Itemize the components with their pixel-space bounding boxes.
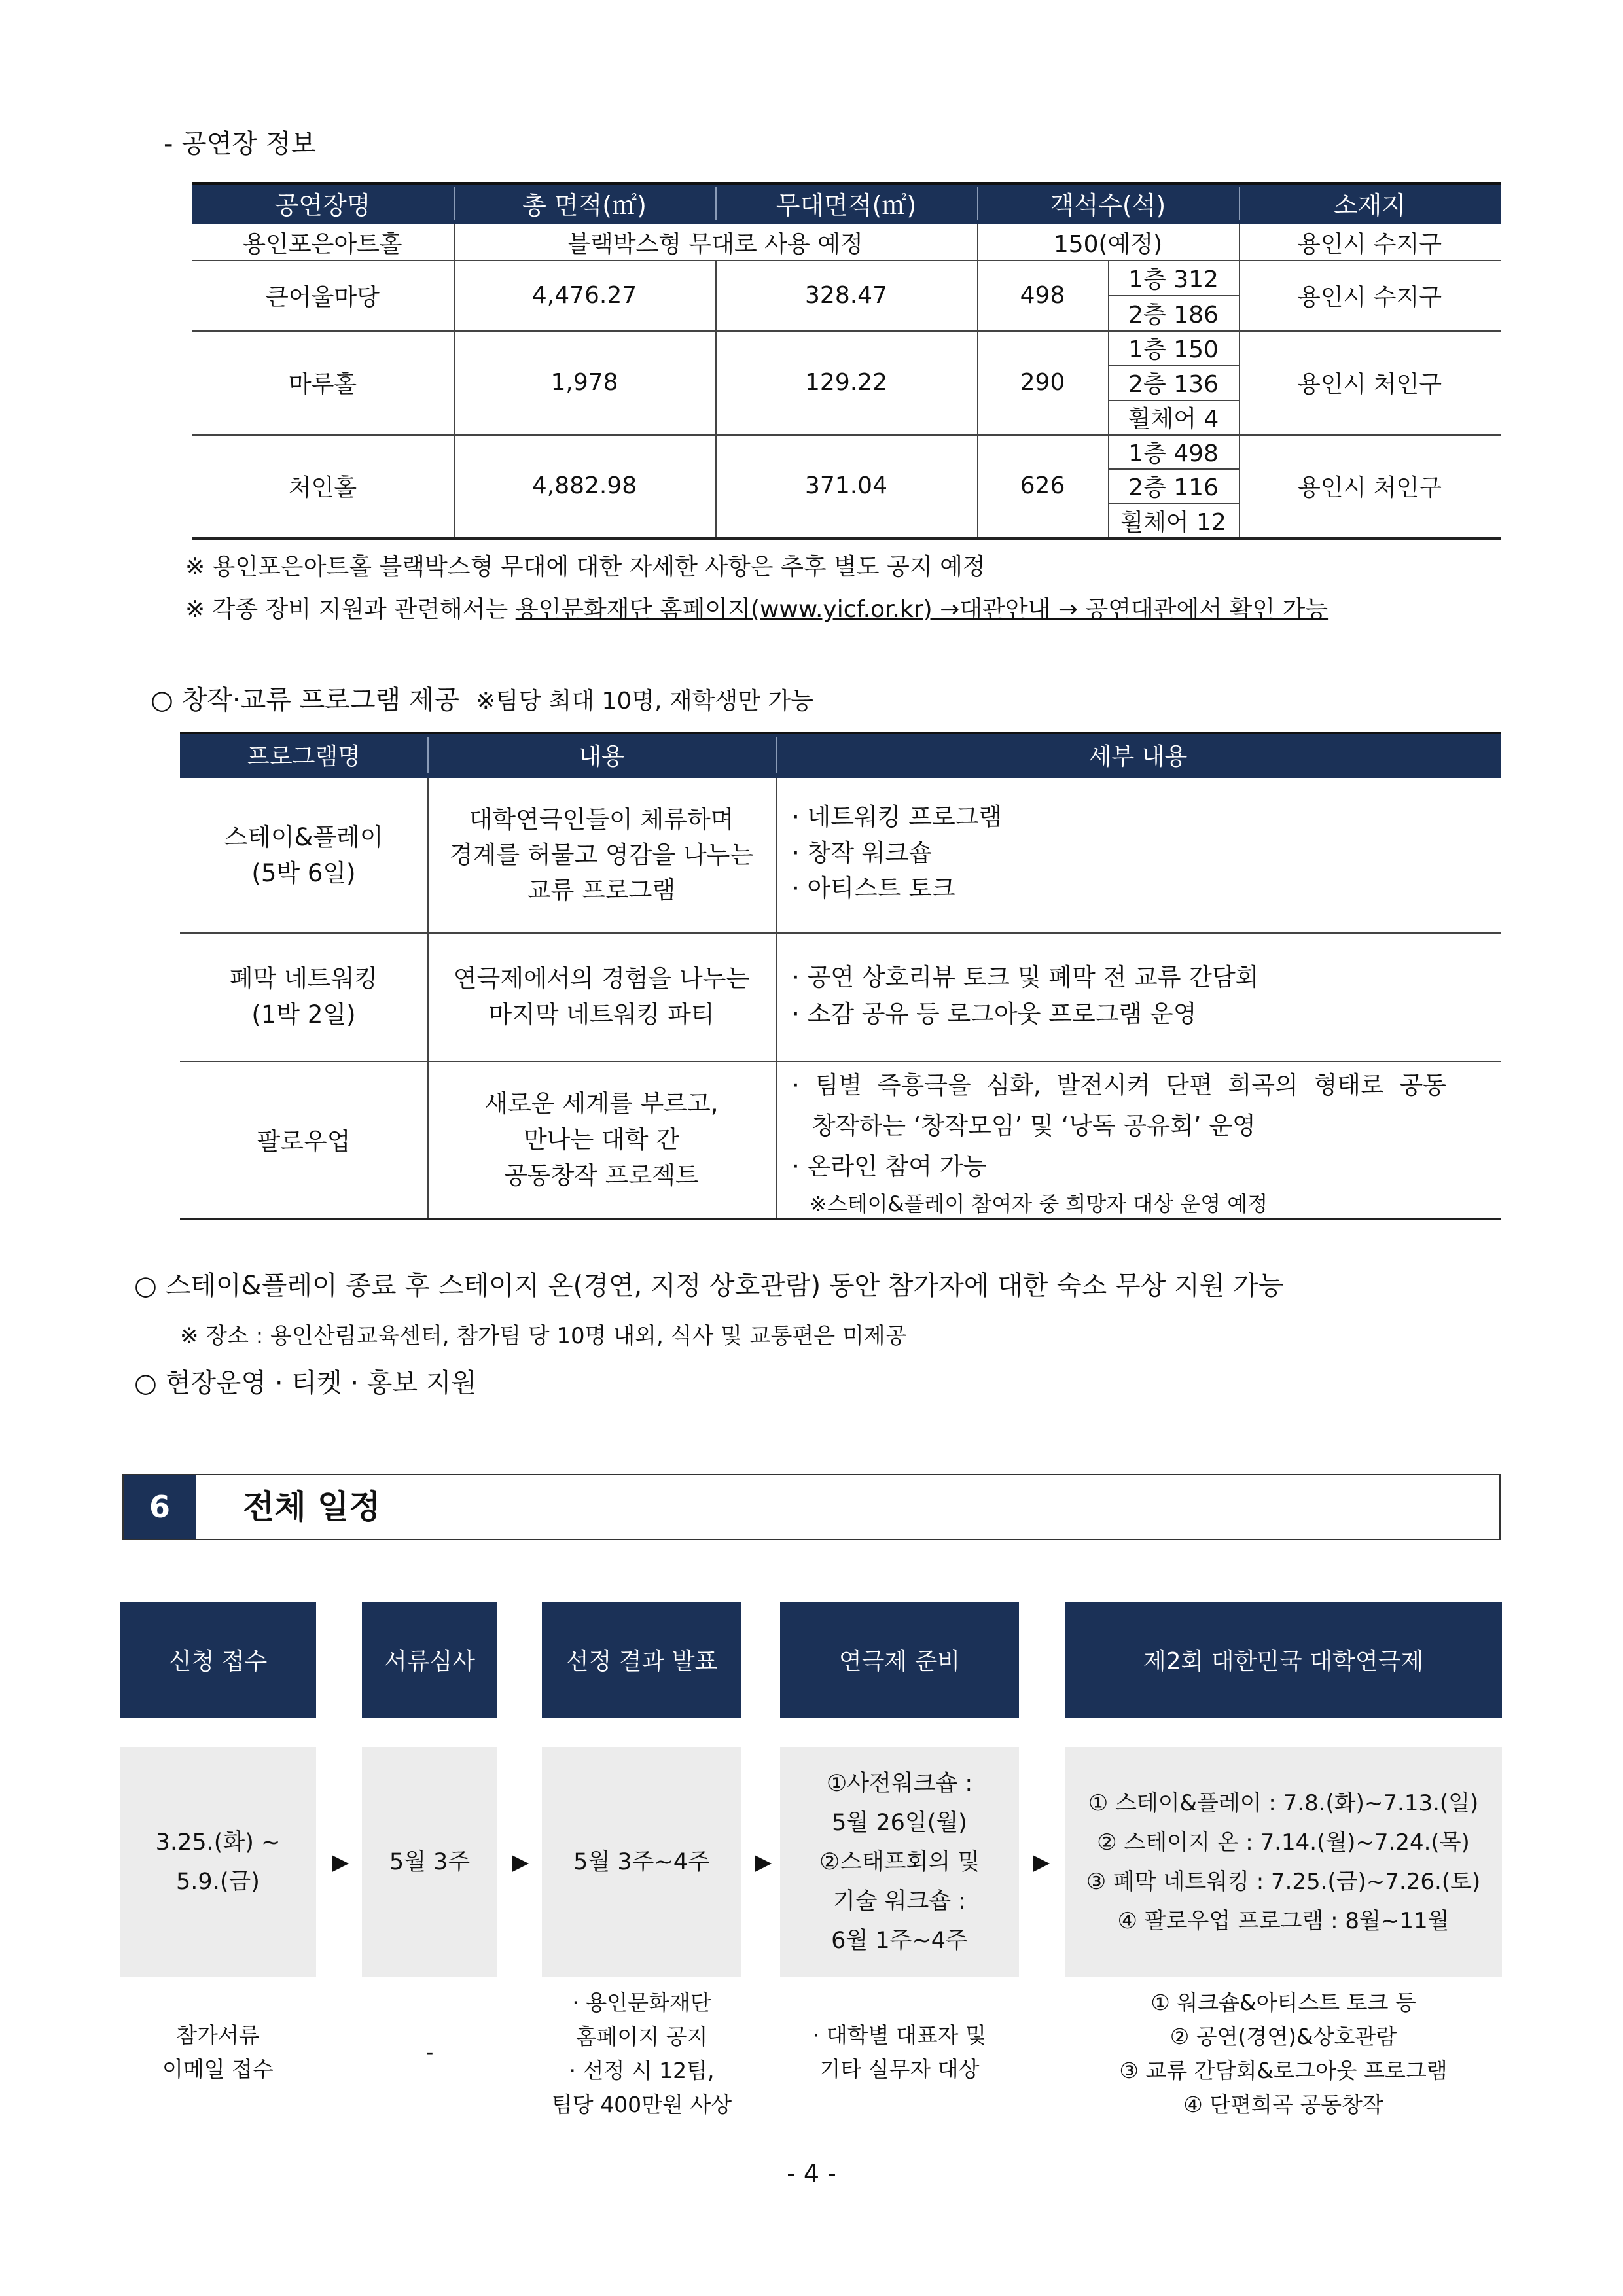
schedule-section-number: 6 [124,1475,196,1539]
venue-row-location: 용인시 처인구 [1297,371,1442,398]
venue-row-floor: 2층 116 [1128,474,1219,501]
program-row-content-line: 새로운 세계를 부르고, [484,1089,719,1118]
schedule-step-note [1065,1986,1502,2122]
program-row-detail: · 아티스트 토크 [792,874,955,902]
program-row-content-line: 경계를 허물고 영감을 나누는 [449,841,754,869]
lodging-support: ○ 스테이&플레이 종료 후 스테이지 온(경연, 지정 상호관람) 동안 참가자에 대한 숙소 무상 지원 가능 [134,1271,1284,1301]
venue-header-total-area: 총 면적(㎡) [522,191,647,220]
schedule-step-body-line: 5월 26일(월) [832,1810,967,1836]
schedule-step-note [362,2035,497,2069]
program-row-detail: 창작하는 ‘창작모임’ 및 ‘낭독 공유회’ 운영 [812,1112,1256,1140]
venue-row-total-area: 4,882.98 [531,472,637,499]
venue-note-blackbox: ※ 용인포은아트홀 블랙박스형 무대에 대한 자세한 사항은 추후 별도 공지 예정 [185,554,986,580]
schedule-arrow-icon: ▶ [1033,1849,1050,1875]
venue-row-name: 처인홀 [288,474,357,501]
schedule-step-body-line: 6월 1주~4주 [831,1928,968,1954]
schedule-step-body-line: ② 스테이지 온 : 7.14.(월)~7.24.(목) [1097,1829,1470,1856]
schedule-step-body-line: ①사전워크숍 : [826,1771,973,1797]
schedule-step-body-line: 5월 3주~4주 [573,1849,710,1875]
schedule-step-body-line: ① 스테이&플레이 : 7.8.(화)~7.13.(일) [1088,1790,1479,1816]
venue-row-stage-area: 328.47 [805,281,887,309]
page-number: - 4 - [787,2159,836,2188]
schedule-step-note-line: 팀당 400만원 사상 [551,2092,732,2117]
program-row-name-line: 폐막 네트워킹 [229,964,378,993]
program-row-content-line: 만나는 대학 간 [524,1125,679,1154]
schedule-step-note-line: 홈페이지 공지 [575,2024,708,2049]
onsite-support: ○ 현장운영 · 티켓 · 홍보 지원 [134,1368,477,1398]
venue-row-floor: 1층 150 [1128,336,1219,363]
schedule-step-note [542,1986,741,2122]
program-row-content [427,778,776,932]
schedule-step-body-line: ③ 폐막 네트워킹 : 7.25.(금)~7.26.(토) [1086,1869,1481,1895]
schedule-step-head: 신청 접수 [120,1602,316,1718]
schedule-step-body-line: ④ 팔로우업 프로그램 : 8월~11월 [1117,1908,1450,1934]
program-row-detail: · 네트워킹 프로그램 [792,803,1003,831]
program-row-name: 팔로우업 [257,1127,351,1156]
schedule-step-note-line: 이메일 접수 [162,2057,274,2082]
venue-row-floor: 휠체어 12 [1120,508,1226,536]
schedule-step-note-line: · 선정 시 12팀, [569,2058,715,2083]
schedule-step-head: 선정 결과 발표 [542,1602,741,1718]
schedule-arrow-icon: ▶ [332,1849,349,1875]
venue-row-stage-area: 129.22 [805,369,887,396]
program-row-content-line: 공동창작 프로젝트 [504,1161,699,1190]
venue-row-location: 용인시 처인구 [1297,474,1442,501]
program-header-content: 내용 [579,743,624,770]
schedule-section-header [122,1474,1501,1540]
program-row-name [180,778,427,932]
venue-yicf-location: 용인시 수지구 [1297,230,1442,258]
venue-row-name: 마루홀 [288,371,357,398]
program-row-detail: · 온라인 참여 가능 [792,1152,987,1180]
schedule-step-head: 연극제 준비 [780,1602,1019,1718]
program-section-title-line [151,679,813,716]
program-row-content-line: 교류 프로그램 [527,876,676,904]
schedule-step-body [1065,1747,1502,1977]
schedule-step-note-line: · 대학별 대표자 및 [812,2022,987,2048]
venue-note-equipment-prefix: ※ 각종 장비 지원과 관련해서는 [185,596,516,623]
yicf-website-link[interactable]: 용인문화재단 홈페이지(www.yicf.or.kr) →대관안내 → 공연대관에서 확인 가능 [515,596,1329,623]
program-row-content-line: 마지막 네트워킹 파티 [488,1000,715,1029]
venue-table [192,182,1501,539]
schedule-step-body-line: ②스태프회의 및 [819,1849,980,1875]
venue-row-floor: 휠체어 4 [1128,406,1219,433]
schedule-step-note [780,2019,1019,2087]
schedule-step-note-line: 참가서류 [176,2022,260,2048]
venue-yicf-area: 블랙박스형 무대로 사용 예정 [567,230,863,258]
venue-header-stage-area: 무대면적(㎡) [776,191,917,220]
program-row-content-line: 대학연극인들이 체류하며 [469,805,734,834]
venue-row-floor: 1층 312 [1128,266,1219,293]
venue-row-location: 용인시 수지구 [1297,283,1442,311]
venue-row-stage-area: 371.04 [805,472,887,499]
program-row-detail: · 창작 워크숍 [792,839,932,867]
program-section-title: ○ 창작·교류 프로그램 제공 [151,685,460,715]
venue-section-title: - 공연장 정보 [164,129,317,159]
venue-row-floor: 1층 498 [1128,440,1219,467]
schedule-step-body [542,1747,741,1977]
schedule-step-note-line: ② 공연(경연)&상호관람 [1169,2024,1397,2049]
program-header-details: 세부 내용 [1088,743,1188,770]
program-section-title-note: ※팀당 최대 10명, 재학생만 가능 [476,688,813,715]
schedule-step-body [120,1747,316,1977]
lodging-support-note: ※ 장소 : 용인산림교육센터, 참가팀 당 10명 내외, 식사 및 교통편은 미제공 [180,1323,907,1349]
schedule-arrow-icon: ▶ [755,1849,772,1875]
program-row-name-line: 스테이&플레이 [224,823,383,851]
schedule-step-note-line: · 용인문화재단 [572,1990,711,2015]
venue-header-seats: 객석수(석) [1050,191,1166,220]
program-row-name-line: (1박 2일) [251,1000,356,1029]
venue-row-total-area: 1,978 [550,369,618,396]
program-table [180,732,1501,1221]
schedule-step-note-line: 기타 실무자 대상 [819,2057,980,2082]
schedule-step-body-line: 기술 워크숍 : [832,1888,967,1915]
venue-row-seats: 498 [1020,281,1065,309]
schedule-step-note [120,2019,316,2087]
venue-row-name: 큰어울마당 [266,283,380,311]
schedule-step-body-line: 5.9.(금) [176,1869,260,1895]
program-row-content-line: 연극제에서의 경험을 나누는 [453,964,750,993]
program-row-name-line: (5박 6일) [251,859,356,887]
schedule-step-head: 서류심사 [362,1602,497,1718]
venue-row-total-area: 4,476.27 [531,281,637,309]
venue-yicf-seats: 150(예정) [1053,230,1163,258]
program-row-detail: · 팀별 즉흥극을 심화, 발전시켜 단편 희곡의 형태로 공동 [792,1071,1446,1099]
venue-row-seats: 290 [1020,369,1065,396]
program-row-name [180,932,427,1061]
schedule-step-note-line: ③ 교류 간담회&로그아웃 프로그램 [1119,2058,1448,2083]
venue-header-location: 소재지 [1333,191,1406,220]
venue-header-name: 공연장명 [274,191,371,220]
program-row-content [427,932,776,1061]
venue-row-seats: 626 [1020,472,1065,499]
schedule-section-title: 전체 일정 [243,1488,381,1526]
schedule-step-body-line: 3.25.(화) ~ [155,1829,281,1856]
schedule-step-note-line: ④ 단편희곡 공동창작 [1183,2092,1383,2117]
venue-row-floor: 2층 186 [1128,301,1219,328]
schedule-step-note-line: ① 워크숍&아티스트 토크 등 [1150,1990,1416,2015]
schedule-step-body-line: 5월 3주 [389,1849,471,1875]
program-row-detail: · 공연 상호리뷰 토크 및 폐막 전 교류 간담회 [792,963,1259,991]
program-header-name: 프로그램명 [247,743,361,770]
venue-row-floor: 2층 136 [1128,371,1219,398]
schedule-step-body [362,1747,497,1977]
program-row-content [427,1061,776,1218]
schedule-arrow-icon: ▶ [512,1849,529,1875]
venue-note-equipment [185,591,1328,624]
schedule-step-body [780,1747,1019,1977]
program-row-small-note: ※스테이&플레이 참여자 중 희망자 대상 운영 예정 [810,1192,1268,1216]
schedule-step-head: 제2회 대한민국 대학연극제 [1065,1602,1502,1718]
schedule-step-note-line: - [425,2039,434,2064]
venue-yicf-name: 용인포은아트홀 [243,230,402,258]
program-row-detail: · 소감 공유 등 로그아웃 프로그램 운영 [792,1000,1197,1028]
